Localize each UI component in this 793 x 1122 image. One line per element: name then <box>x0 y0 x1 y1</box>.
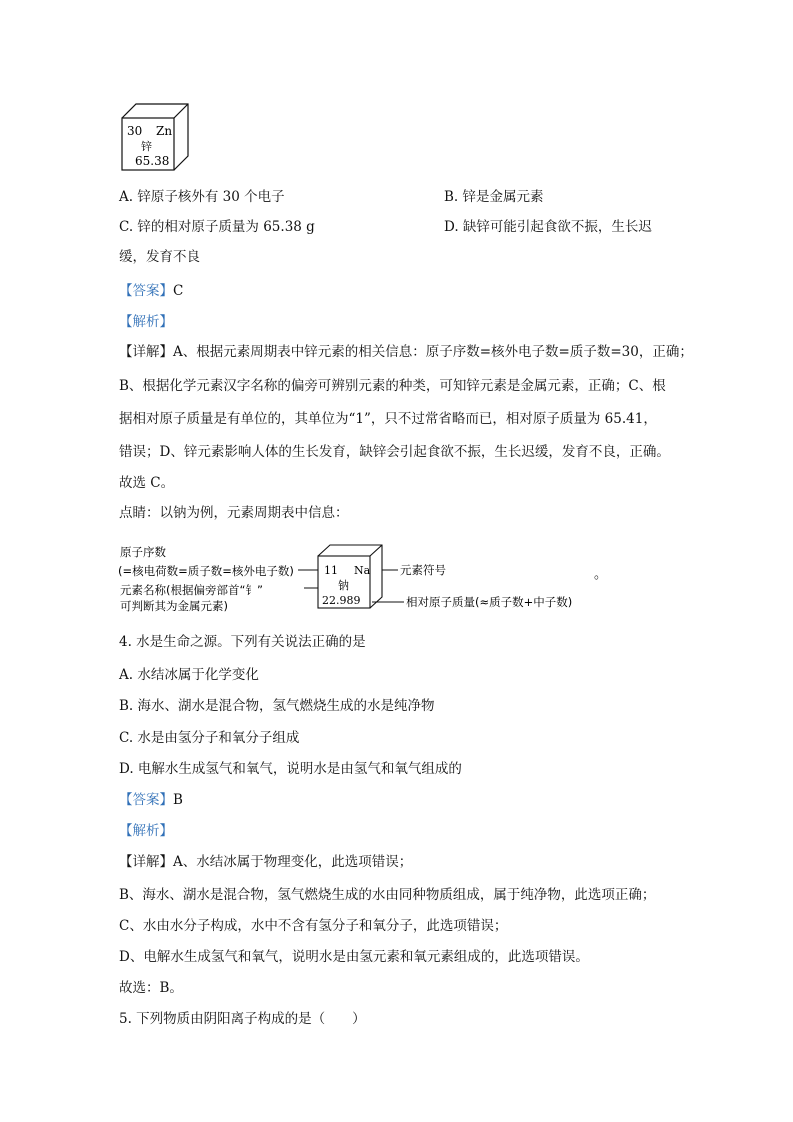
q3-detail-line-5: 故选 C。 <box>119 475 175 491</box>
answer-value: B <box>173 792 183 808</box>
answer-tag: 【答案】 <box>119 283 173 299</box>
q3-analysis-tag: 【解析】 <box>119 314 173 330</box>
q3-option-c: C. 锌的相对原子质量为 65.38 g <box>119 219 315 235</box>
q4-detail-line-2: B、海水、湖水是混合物，氢气燃烧生成的水由同种物质组成，属于纯净物，此选项正确； <box>119 887 656 903</box>
q3-detail-line-4: 错误；D、锌元素影响人体的生长发育，缺锌会引起食欲不振，生长迟缓，发育不良，正确。 <box>119 444 670 460</box>
diagram-end-mark: 。 <box>594 567 608 582</box>
answer-value: C <box>173 283 184 299</box>
q3-option-a: A. 锌原子核外有 30 个电子 <box>119 189 285 205</box>
label-atomic-mass: 相对原子质量(≈质子数+中子数) <box>406 595 573 609</box>
detail-tag: 【详解】 <box>119 344 173 360</box>
q4-detail-line-1: 【详解】A、水结冰属于物理变化，此选项错误； <box>119 854 413 870</box>
label-element-symbol: 元素符号 <box>400 563 446 577</box>
q4-option-c: C. 水是由氢分子和氧分子组成 <box>119 730 300 746</box>
sodium-atomic-number: 11 <box>324 564 338 577</box>
q4-option-a: A. 水结冰属于化学变化 <box>119 667 259 683</box>
zinc-element-tile <box>118 102 194 174</box>
answer-tag: 【答案】 <box>119 792 173 808</box>
zinc-symbol: Zn <box>156 124 173 138</box>
q3-option-d: D. 缺锌可能引起食欲不振，生长迟 <box>444 219 652 235</box>
label-atomic-number-detail: (=核电荷数=质子数=核外电子数) <box>118 564 294 578</box>
q4-answer <box>119 791 183 809</box>
zinc-name: 锌 <box>141 140 152 153</box>
q3-option-b: B. 锌是金属元素 <box>444 189 544 205</box>
q4-analysis-tag: 【解析】 <box>119 823 173 839</box>
sodium-name: 钠 <box>338 579 349 592</box>
q3-answer <box>119 282 183 300</box>
q4-option-d: D. 电解水生成氢气和氧气，说明水是由氢气和氧气组成的 <box>119 761 462 777</box>
label-element-name: 元素名称(根据偏旁部首“钅” <box>120 583 263 597</box>
zinc-atomic-number: 30 <box>127 124 143 138</box>
sodium-symbol: Na <box>354 564 371 577</box>
label-atomic-number: 原子序数 <box>120 545 166 559</box>
q4-stem: 4. 水是生命之源。下列有关说法正确的是 <box>119 634 366 650</box>
sodium-info-diagram <box>118 544 618 614</box>
q3-tip: 点睛：以钠为例，元素周期表中信息： <box>119 505 349 521</box>
sodium-mass: 22.989 <box>322 594 361 607</box>
label-element-name-detail: 可判断其为金属元素) <box>120 599 228 613</box>
q4-detail-line-3: C、水由水分子构成，水中不含有氢分子和氧分子，此选项错误； <box>119 918 508 934</box>
q3-detail-line-3: 据相对原子质量是有单位的，其单位为“1”，只不过常省略而已，相对原子质量为 65.41， <box>119 411 657 427</box>
q3-detail-line-2: B、根据化学元素汉字名称的偏旁可辨别元素的种类，可知锌元素是金属元素，正确；C、根 <box>119 378 666 394</box>
q4-detail-line-5: 故选：B。 <box>119 980 183 996</box>
q3-option-d-cont: 缓，发育不良 <box>119 249 200 265</box>
zinc-mass: 65.38 <box>135 154 170 168</box>
q5-stem: 5. 下列物质由阴阳离子构成的是（ ） <box>119 1011 366 1027</box>
q3-detail-line-1: 【详解】A、根据元素周期表中锌元素的相关信息：原子序数=核外电子数=质子数=30，正确； <box>119 344 693 360</box>
q4-detail-line-4: D、电解水生成氢气和氧气，说明水是由氢元素和氧元素组成的，此选项错误。 <box>119 949 589 965</box>
q4-option-b: B. 海水、湖水是混合物，氢气燃烧生成的水是纯净物 <box>119 698 435 714</box>
detail-tag: 【详解】 <box>119 854 173 870</box>
